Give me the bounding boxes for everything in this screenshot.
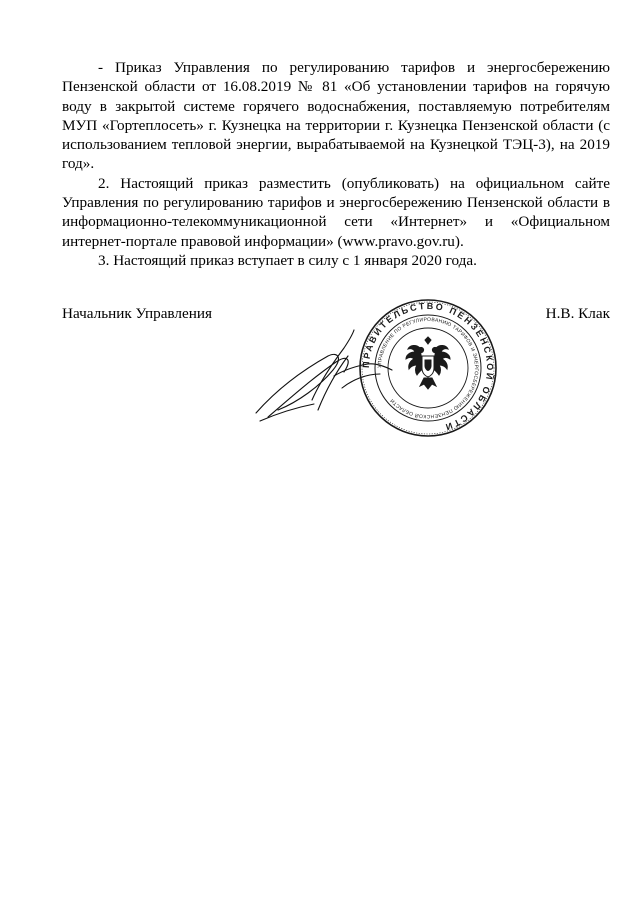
paragraph-effective-date: 3. Настоящий приказ вступает в силу с 1 января 2020 года. xyxy=(98,251,477,269)
seal-outer-text: ПРАВИТЕЛЬСТВО ПЕНЗЕНСКОЙ ОБЛАСТИ xyxy=(360,300,496,433)
position-title: Начальник Управления xyxy=(62,305,212,322)
paragraph-previous-order: - Приказ Управления по регулированию тарифов и энергосбережению Пензенской области от 16.08.2019 № 81 «Об установлении тарифов на горячую воду в закрытой системе горячего водоснабжения, поставляемую потребителям МУП «Гортеплосеть» г. Кузнецка на территории г. Кузнецка Пензенской области (с использованием тепловой энергии, вырабатываемой на Кузнецкой ТЭЦ-3), на 2019 год». xyxy=(62,59,610,173)
paragraph-publication: 2. Настоящий приказ разместить (опубликовать) на официальном сайте Управления по регулированию тарифов и энергосбережению Пензенской области в информационно-телекоммуникационной сети «Интернет» и «Официальном интернет-портале правовой информации» (www.pravo.gov.ru). xyxy=(62,174,610,250)
double-headed-eagle-icon xyxy=(406,337,450,389)
seal-inner-text: УПРАВЛЕНИЕ ПО РЕГУЛИРОВАНИЮ ТАРИФОВ И ЭНЕРГОСБЕРЕЖЕНИЮ ПЕНЗЕНСКОЙ ОБЛАСТИ xyxy=(376,316,480,420)
official-seal xyxy=(358,298,498,438)
document-body xyxy=(62,58,610,270)
signer-name: Н.В. Клак xyxy=(545,305,610,322)
